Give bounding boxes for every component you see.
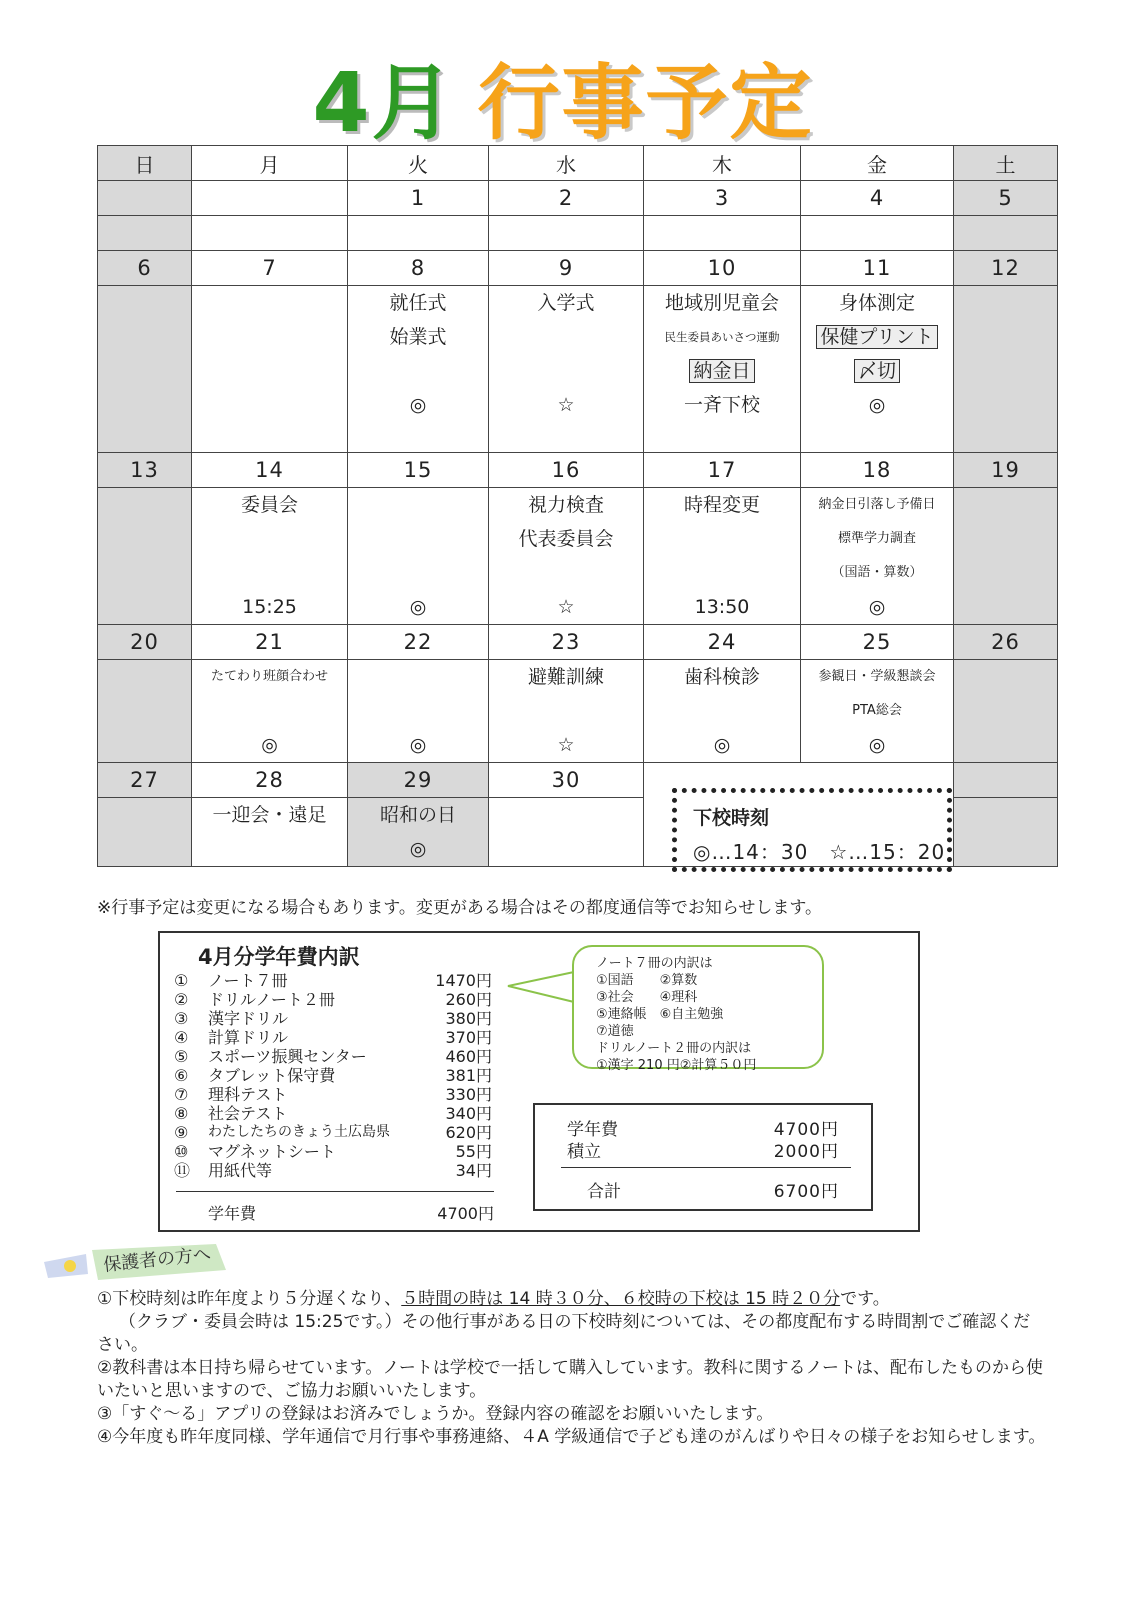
event-line	[98, 556, 191, 590]
day-number-cell	[98, 181, 192, 216]
day-number-cell: 4	[801, 181, 954, 216]
event-line: 就任式	[389, 292, 447, 314]
event-line	[192, 320, 347, 354]
weekday-header: 木	[644, 146, 801, 181]
day-events-cell	[98, 660, 192, 763]
parents-note-2: ②教科書は本日持ち帰らせています。ノートは学校で一括して購入しています。教科に関するノートは、配布したものから使いたいと思いますので、ご協力お願いいたします。	[97, 1358, 1043, 1401]
event-line: ☆	[557, 734, 575, 756]
weekday-header: 水	[489, 146, 644, 181]
summary-total-row: 合計 6700円	[587, 1182, 839, 1202]
day-events-cell	[489, 798, 644, 867]
event-line	[192, 832, 347, 866]
day-events-cell	[644, 488, 801, 625]
event-line	[489, 832, 643, 866]
event-line	[489, 798, 643, 832]
day-events-cell	[489, 286, 644, 453]
day-events-cell	[954, 216, 1058, 251]
event-line	[98, 488, 191, 522]
day-number-cell: 5	[954, 181, 1058, 216]
event-line	[348, 216, 488, 250]
event-line: 視力検査	[527, 494, 604, 516]
event-line: 地域別児童会	[664, 292, 779, 314]
event-line	[644, 694, 800, 728]
boxed-event: 保健プリント	[816, 325, 937, 349]
day-events-cell	[192, 798, 348, 867]
parents-heading: 保護者の方へ	[102, 1243, 212, 1276]
notebook-breakdown-bubble	[572, 945, 824, 1073]
bubble-line: ①漢字 210 円②計算５０円	[596, 1058, 757, 1073]
event-line	[489, 216, 643, 250]
day-events-cell	[348, 798, 489, 867]
event-line: 13:50	[694, 596, 750, 618]
bubble-line: ③社会 ④理科	[596, 990, 698, 1005]
day-events-cell	[644, 286, 801, 453]
event-line	[954, 354, 1057, 388]
day-events-cell	[348, 488, 489, 625]
fee-list	[174, 971, 492, 1180]
fee-summary-box	[533, 1103, 873, 1211]
day-events-cell	[348, 660, 489, 763]
day-events-cell	[192, 488, 348, 625]
day-number-cell: 12	[954, 251, 1058, 286]
event-line: 標準学力調査	[837, 531, 916, 546]
event-line: ◎	[868, 596, 886, 618]
parents-note-3: ③「すぐ～る」アプリの登録はお済みでしょうか。登録内容の確認をお願いいたします。	[97, 1404, 774, 1424]
event-line: 歯科検診	[683, 666, 760, 688]
day-events-cell	[801, 286, 954, 453]
event-line: ◎	[868, 734, 886, 756]
event-line: 避難訓練	[527, 666, 604, 688]
event-calendar	[97, 145, 1058, 867]
day-number-cell	[954, 763, 1058, 798]
event-line: 入学式	[537, 292, 595, 314]
event-line	[954, 556, 1057, 590]
event-line	[954, 522, 1057, 556]
event-line	[489, 694, 643, 728]
event-line	[644, 354, 800, 388]
event-line: 一斉下校	[683, 394, 760, 416]
event-line	[192, 694, 347, 728]
day-number-cell: 19	[954, 453, 1058, 488]
day-number-cell: 29	[348, 763, 489, 798]
summary-row: 積立 2000円	[567, 1142, 839, 1162]
fee-total	[208, 1201, 494, 1224]
event-line: PTA総会	[852, 703, 902, 718]
day-number-cell: 26	[954, 625, 1058, 660]
day-events-cell	[192, 660, 348, 763]
parents-note-1: ①下校時刻は昨年度より５分遅くなり、５時間の時は 14 時３０分、６校時の下校は 15 時２０分です。 （クラブ・委員会時は 15:25です。）その他行事がある日の下校時刻については、その都度配布する時間割でご確認ください。	[97, 1289, 1031, 1355]
bubble-line: ⑤連絡帳 ⑥自主勉強	[596, 1007, 724, 1022]
boxed-event: 〆切	[854, 359, 900, 383]
event-line	[192, 354, 347, 388]
day-events-cell	[98, 798, 192, 867]
bubble-line: ⑦道徳	[596, 1024, 634, 1039]
fee-item: ④ 計算ドリル 370円	[174, 1028, 492, 1047]
fee-item: ⑧ 社会テスト 340円	[174, 1104, 492, 1123]
fee-item: ⑥ タブレット保守費 381円	[174, 1066, 492, 1085]
schedule-note: ※行事予定は変更になる場合もあります。変更がある場合はその都度通信等でお知らせします。	[97, 898, 823, 918]
event-line	[954, 660, 1057, 694]
event-line	[801, 320, 953, 354]
day-number-cell: 6	[98, 251, 192, 286]
fee-total-label: 学年費	[208, 1204, 257, 1223]
dismissal-title: 下校時刻	[693, 807, 770, 829]
title-month: 4月	[312, 56, 456, 151]
weekday-header: 月	[192, 146, 348, 181]
event-line	[192, 286, 347, 320]
event-line	[489, 556, 643, 590]
day-number-cell: 20	[98, 625, 192, 660]
day-events-cell	[98, 286, 192, 453]
event-line: ◎	[261, 734, 278, 756]
page-title	[0, 38, 1126, 155]
event-line: ◎	[409, 734, 427, 756]
day-number-cell: 27	[98, 763, 192, 798]
event-line	[98, 522, 191, 556]
day-number-cell: 2	[489, 181, 644, 216]
flower-icon	[64, 1260, 76, 1272]
event-line	[954, 590, 1057, 624]
event-line: ◎	[713, 734, 731, 756]
speech-bubble-tail	[506, 968, 576, 1008]
day-number-cell: 14	[192, 453, 348, 488]
day-events-cell	[801, 660, 954, 763]
event-line	[954, 694, 1057, 728]
boxed-event: 納金日	[689, 359, 754, 383]
event-line: 時程変更	[683, 494, 760, 516]
day-number-cell: 21	[192, 625, 348, 660]
event-line	[348, 488, 488, 522]
day-events-cell	[98, 488, 192, 625]
event-line	[192, 556, 347, 590]
weekday-header: 火	[348, 146, 489, 181]
event-line: ☆	[557, 394, 575, 416]
fee-item: ⑦ 理科テスト 330円	[174, 1085, 492, 1104]
day-number-cell: 10	[644, 251, 801, 286]
fee-item: ③ 漢字ドリル 380円	[174, 1009, 492, 1028]
event-line	[954, 728, 1057, 762]
event-line: ◎	[409, 596, 427, 618]
day-number-cell: 9	[489, 251, 644, 286]
day-events-cell	[192, 286, 348, 453]
fee-total-amount: 4700円	[437, 1204, 494, 1223]
fee-item: ① ノート７冊 1470円	[174, 971, 492, 990]
event-line	[954, 388, 1057, 422]
event-line: 納金日引落し予備日	[818, 497, 936, 512]
bubble-line: ①国語 ②算数	[596, 973, 698, 988]
fee-item: ⑤ スポーツ振興センター 460円	[174, 1047, 492, 1066]
event-line: （国語・算数）	[831, 565, 923, 580]
event-line: 身体測定	[838, 292, 915, 314]
event-line: 一迎会・遠足	[212, 804, 327, 826]
weekday-header: 日	[98, 146, 192, 181]
event-line	[644, 522, 800, 556]
day-number-cell: 7	[192, 251, 348, 286]
event-line: 昭和の日	[379, 804, 456, 826]
event-line	[98, 832, 191, 866]
day-events-cell	[644, 660, 801, 763]
event-line: ☆	[557, 596, 575, 618]
fee-title: 4月分学年費内訳	[198, 945, 360, 969]
event-line	[98, 286, 191, 320]
day-events-cell	[98, 216, 192, 251]
day-events-cell	[192, 216, 348, 251]
event-line	[801, 354, 953, 388]
day-events-cell	[954, 660, 1058, 763]
event-line: 15:25	[242, 596, 297, 618]
event-line: 委員会	[240, 494, 298, 516]
event-line	[98, 354, 191, 388]
parents-note-4: ④今年度も昨年度同様、学年通信で月行事や事務連絡、４A 学級通信で子ども達のがんばりや日々の様子をお知らせします。	[97, 1427, 1046, 1447]
event-line	[98, 728, 191, 762]
day-number-cell: 25	[801, 625, 954, 660]
event-line: 始業式	[389, 326, 447, 348]
day-events-cell	[489, 660, 644, 763]
day-number-cell: 28	[192, 763, 348, 798]
event-line	[644, 556, 800, 590]
day-number-cell: 22	[348, 625, 489, 660]
event-line: ◎	[409, 394, 427, 416]
day-events-cell	[348, 216, 489, 251]
day-number-cell: 23	[489, 625, 644, 660]
weekday-header: 金	[801, 146, 954, 181]
day-events-cell	[489, 216, 644, 251]
day-number-cell: 16	[489, 453, 644, 488]
day-events-cell	[801, 488, 954, 625]
event-line	[348, 556, 488, 590]
fee-item: ② ドリルノート２冊 260円	[174, 990, 492, 1009]
event-line	[192, 388, 347, 422]
fee-item: ⑪ 用紙代等 34円	[174, 1161, 492, 1180]
event-line	[98, 320, 191, 354]
event-line	[98, 216, 191, 250]
event-line	[348, 660, 488, 694]
event-line	[192, 522, 347, 556]
day-number-cell: 24	[644, 625, 801, 660]
event-line	[98, 798, 191, 832]
event-line	[98, 590, 191, 624]
day-number-cell: 13	[98, 453, 192, 488]
bubble-line: ノート７冊の内訳は	[596, 956, 713, 971]
parents-heading-ribbon	[40, 1240, 230, 1288]
day-number-cell: 15	[348, 453, 489, 488]
summary-row: 学年費 4700円	[567, 1120, 839, 1140]
day-number-cell: 30	[489, 763, 644, 798]
day-number-cell: 1	[348, 181, 489, 216]
event-line	[489, 320, 643, 354]
day-events-cell	[954, 488, 1058, 625]
event-line: 参観日・学級懇談会	[818, 669, 936, 684]
event-line	[192, 216, 347, 250]
event-line	[644, 216, 800, 250]
event-line	[489, 354, 643, 388]
event-line	[954, 216, 1057, 250]
day-number-cell: 18	[801, 453, 954, 488]
fee-item: ⑩ マグネットシート 55円	[174, 1142, 492, 1161]
day-events-cell	[348, 286, 489, 453]
day-number-cell	[192, 181, 348, 216]
day-number-cell: 8	[348, 251, 489, 286]
day-events-cell	[801, 216, 954, 251]
day-number-cell: 17	[644, 453, 801, 488]
day-events-cell	[954, 286, 1058, 453]
day-events-cell	[954, 798, 1058, 867]
event-line	[98, 388, 191, 422]
title-event: 行事予定	[477, 56, 814, 151]
summary-divider	[561, 1167, 851, 1168]
event-line	[98, 660, 191, 694]
bubble-line: ドリルノート２冊の内訳は	[596, 1041, 752, 1056]
event-line: ◎	[409, 838, 427, 860]
event-line	[954, 488, 1057, 522]
event-line: たてわり班顔合わせ	[210, 669, 328, 684]
fee-divider	[176, 1191, 494, 1192]
day-number-cell: 3	[644, 181, 801, 216]
event-line	[98, 694, 191, 728]
day-events-cell	[489, 488, 644, 625]
event-line	[348, 694, 488, 728]
day-events-cell	[644, 216, 801, 251]
event-line: 代表委員会	[518, 528, 614, 550]
event-line	[348, 522, 488, 556]
dismissal-time-box	[672, 788, 952, 872]
event-line: 民生委員あいさつ運動	[664, 330, 780, 344]
parents-notes	[97, 1288, 1047, 1449]
weekday-header: 土	[954, 146, 1058, 181]
day-number-cell: 11	[801, 251, 954, 286]
event-line	[954, 286, 1057, 320]
dismissal-times: ◎…14：30 ☆…15：20	[693, 840, 946, 864]
event-line: ◎	[868, 394, 886, 416]
event-line	[954, 320, 1057, 354]
fee-item: ⑨ わたしたちのきょう土広島県 620円	[174, 1123, 492, 1142]
event-line	[801, 216, 953, 250]
event-line	[348, 354, 488, 388]
